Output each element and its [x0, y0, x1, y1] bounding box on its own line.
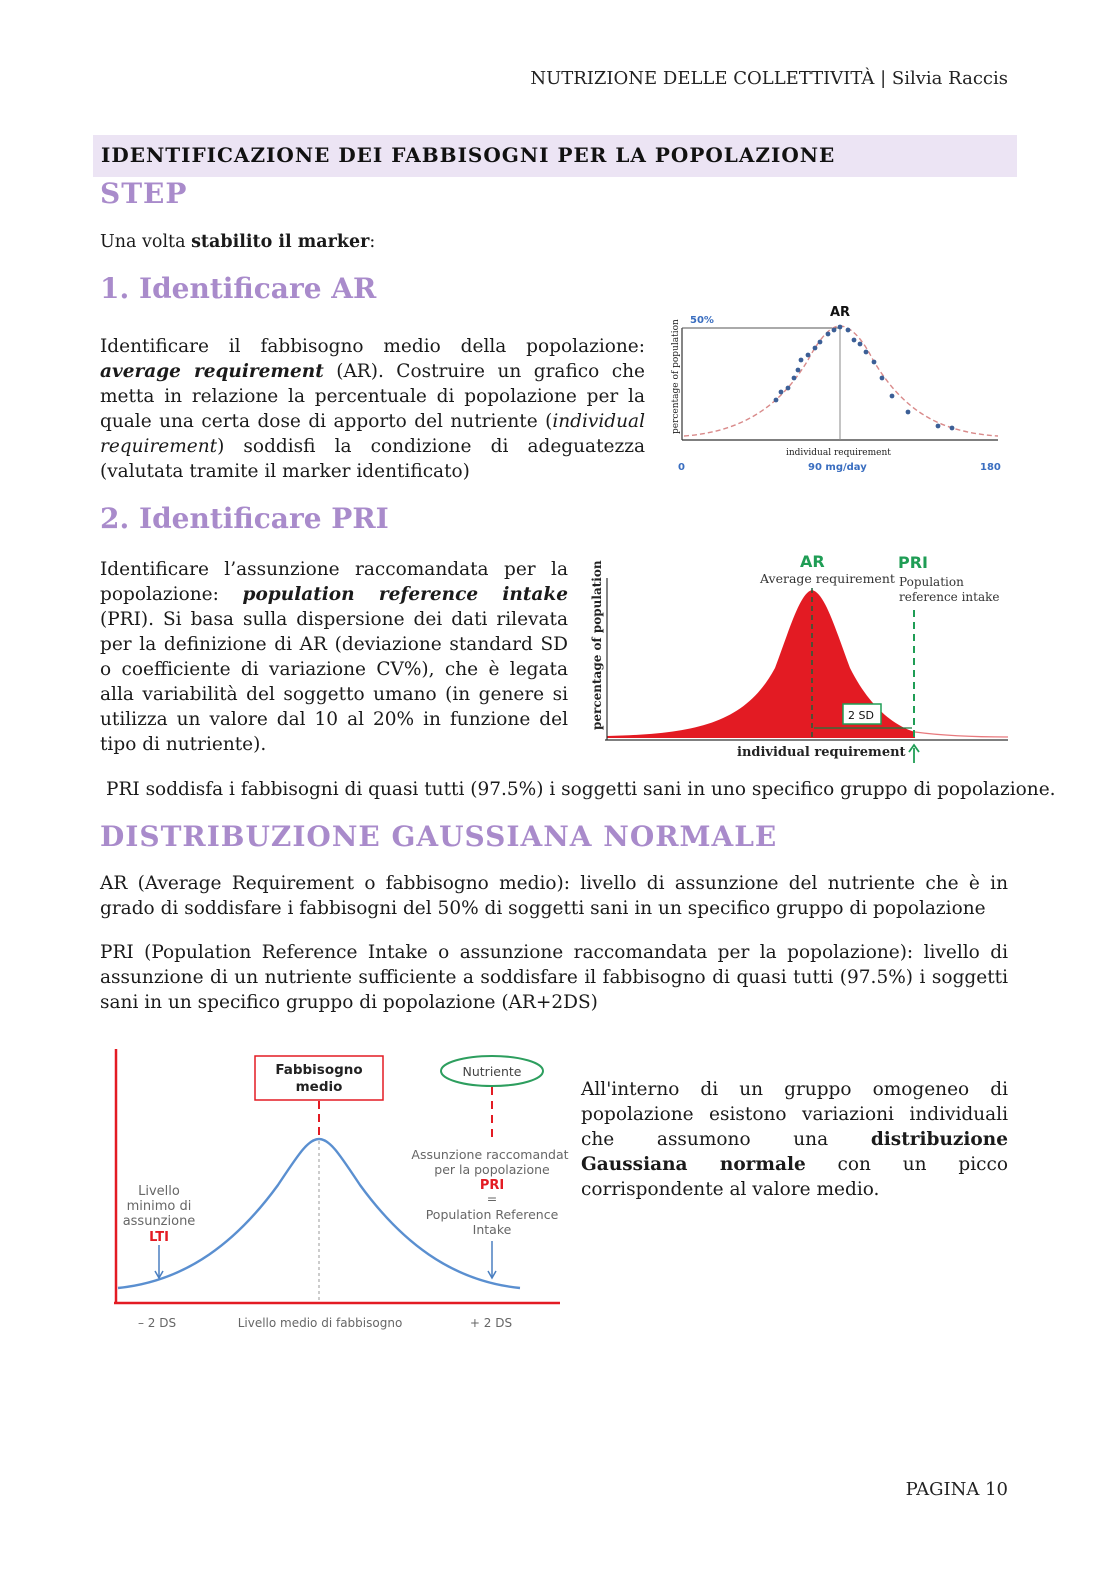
chart3-pri-l1: Assunzione raccomandat [411, 1147, 569, 1162]
chart3-pri: PRI [479, 1178, 505, 1193]
chart1-y-label: percentage of population [671, 319, 681, 434]
chart1-point [832, 328, 837, 333]
chart3-box-label2: medio [295, 1079, 343, 1095]
ar-scatter-chart [668, 300, 1008, 480]
chart3-tick-right: + 2 DS [469, 1316, 513, 1330]
chart2-pri-sub2: reference intake [899, 590, 1000, 604]
chart1-point [826, 332, 831, 337]
chart1-point [813, 346, 818, 351]
chart1-curve [684, 326, 998, 436]
chart3-oval-label: Nutriente [462, 1064, 522, 1079]
chart3-pri-l3: Population Reference [425, 1207, 559, 1222]
chart1-tick-max: 180 [980, 462, 1001, 473]
section-3-heading: DISTRIBUZIONE GAUSSIANA NORMALE [100, 820, 778, 853]
chart3-pri-eq: = [486, 1191, 498, 1206]
gaussian-lti-pri-chart [108, 1045, 573, 1340]
chart2-tail [915, 732, 1008, 737]
chart1-point [806, 353, 811, 358]
chart3-lti-l3: assunzione [122, 1214, 196, 1229]
chart2-x-label: individual requirement [737, 745, 906, 760]
chart3-box-label1: Fabbisogno [275, 1062, 363, 1078]
pri-definition: PRI (Population Reference Intake o assunzione raccomandata per la popolazione): livello di assunzione di un nutriente sufficiente a soddisfare il fabbisogno di quasi tutti (97.5%) i soggetti sani in un specifico gruppo di popolazione (AR+2DS) [100, 942, 1008, 1013]
chart1-point [838, 325, 843, 330]
chart1-point [846, 328, 851, 333]
chart3-pri-l4: Intake [472, 1222, 512, 1237]
section-2-heading: 2. Identificare PRI [100, 502, 389, 535]
chart1-point [906, 410, 911, 415]
chart1-point [858, 342, 863, 347]
pri-gaussian-chart [585, 548, 1010, 766]
chart1-x-label: individual requirement [786, 448, 891, 458]
step-heading: STEP [100, 177, 188, 210]
chart1-tick-mid: 90 mg/day [808, 462, 867, 473]
chart1-pct-label: 50% [690, 315, 714, 326]
pri-note: PRI soddisfa i fabbisogni di quasi tutti (97.5%) i soggetti sani in uno specifico gruppo di popolazione. [106, 779, 1056, 800]
chart2-pri-sub1: Population [899, 575, 964, 589]
chart3-lti-l1: Livello [138, 1184, 180, 1199]
chart2-y-label: percentage of population [590, 560, 604, 730]
chart1-ar-label: AR [830, 305, 851, 320]
chart1-point [792, 376, 797, 381]
chart1-point [936, 424, 941, 429]
chart1-point [950, 426, 955, 431]
chart3-pri-l2: per la popolazione [434, 1162, 550, 1177]
section-2-text: Identificare l’assunzione raccomandata per la popolazione: population reference intake (PRI). Si basa sulla dispersione dei dati rilevata per la definizione di AR (deviazione standard SD o coefficiente di variazione CV%), che è legata alla variabilità del soggetto umano (in genere si utilizza un valore dal 10 al 20% in funzione del tipo di nutriente). [100, 559, 568, 755]
chart1-tick-0: 0 [678, 462, 685, 473]
chart1-point [774, 398, 779, 403]
section-1-text: Identificare il fabbisogno medio della popolazione: average requirement (AR). Costruire un grafico che metta in relazione la percentuale di popolazione per la quale una certa dose di apporto del nutriente (individual requirement) soddisfi la condizione di adeguatezza (valutata tramite il marker identificato) [100, 336, 645, 482]
chart1-point [872, 360, 877, 365]
chart1-point [818, 340, 823, 345]
page-title: IDENTIFICAZIONE DEI FABBISOGNI PER LA POPOLAZIONE [101, 143, 836, 167]
chart3-lti: LTI [149, 1230, 169, 1245]
ar-definition: AR (Average Requirement o fabbisogno medio): livello di assunzione del nutriente che è in grado di soddisfare i fabbisogni del 50% di soggetti sani in un specifico gruppo di popolazione [100, 873, 1008, 919]
intro-text: Una volta stabilito il marker: [100, 232, 376, 252]
chart2-ar-sub: Average requirement [760, 571, 895, 586]
chart1-point [796, 368, 801, 373]
chart3-tick-left: – 2 DS [137, 1316, 177, 1330]
chart1-point [864, 350, 869, 355]
running-header: NUTRIZIONE DELLE COLLETTIVITÀ | Silvia Raccis [530, 68, 1008, 89]
chart3-lti-l2: minimo di [126, 1199, 192, 1214]
section-1-heading: 1. Identificare AR [100, 272, 377, 305]
gaussian-description: All'interno di un gruppo omogeneo di popolazione esistono variazioni individuali che assumono una distribuzione Gaussiana normale con un picco corrispondente al valore medio. [581, 1079, 1008, 1200]
chart1-point [890, 394, 895, 399]
chart3-tick-mid: Livello medio di fabbisogno [237, 1316, 403, 1330]
title-band [93, 135, 1017, 177]
chart2-pri-label: PRI [898, 553, 928, 572]
page-number: PAGINA 10 [905, 1479, 1008, 1500]
chart2-sd-label: 2 SD [848, 709, 874, 722]
chart2-ar-label: AR [800, 552, 825, 571]
chart1-point [880, 376, 885, 381]
chart1-point [852, 338, 857, 343]
chart1-point [799, 358, 804, 363]
chart1-points [774, 325, 955, 431]
chart1-point [786, 386, 791, 391]
chart1-point [779, 390, 784, 395]
